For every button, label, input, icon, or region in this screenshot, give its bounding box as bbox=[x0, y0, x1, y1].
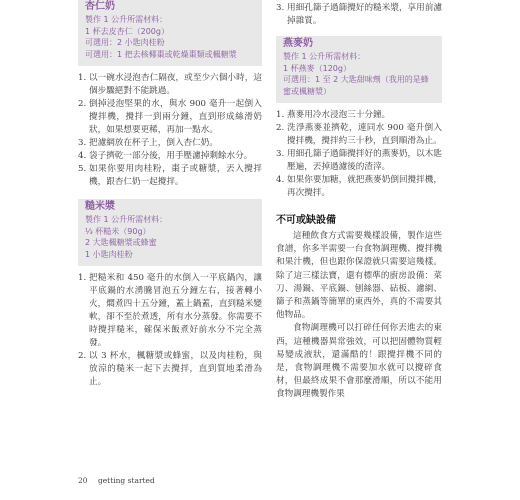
rice-ingredient-line: ⅓ 杯糙米（90g） bbox=[85, 226, 151, 236]
rice-ingredient-line: 1 小匙肉桂粉 bbox=[85, 249, 133, 259]
page-number: 20 bbox=[78, 476, 88, 485]
oat-ingredients-box bbox=[276, 36, 442, 103]
section-name: getting started bbox=[97, 476, 155, 485]
rice-ingredient-line: 2 大匙楓糖漿或蜂蜜 bbox=[85, 238, 157, 247]
step-item: 3. 用細孔篩子過篩攪好的糙米漿，享用前濾掉雜質。 bbox=[276, 3, 442, 26]
rice-ingredients-box bbox=[78, 199, 262, 266]
step-item: 3. 把濾網放在杯子上，倒入杏仁奶。 bbox=[78, 138, 218, 148]
step-item: 2. 倒掉浸泡堅果的水，與水 900 毫升一起倒入攪拌機，攪拌一到兩分鐘，直到形成絲滑奶狀，如果想要更稀，再加一點水。 bbox=[78, 99, 262, 135]
oat-steps bbox=[276, 109, 442, 200]
oat-ingredient-line: 可選用：1 至 2 大匙甜味劑（我用的是蜂蜜或楓糖漿） bbox=[283, 75, 429, 96]
rice-ingredient-line: 製作 1 公升所需材料： bbox=[85, 215, 168, 224]
almond-ingredient-line: 可選用：1 把去核椰棗或乾燥棗類或楓糖漿 bbox=[85, 49, 237, 59]
rice-steps bbox=[78, 272, 262, 389]
step-item: 2. 以 3 杯水，楓糖漿或蜂蜜，以及肉桂粉，與放涼的糙米一起下去攪拌，直到質地柔滑為止。 bbox=[78, 351, 262, 387]
almond-ingredient-line: 1 杯去皮杏仁（200g） bbox=[85, 26, 169, 36]
almond-ingredients-box bbox=[78, 0, 262, 66]
essentials-heading: 不可或缺設備 bbox=[276, 215, 336, 226]
page-footer bbox=[78, 476, 155, 485]
step-item: 5. 如果你要用肉桂粉，棗子或糖漿，丟入攪拌機，跟杏仁奶一起攪拌。 bbox=[78, 164, 262, 187]
oat-ingredient-line: 1 杯燕麥（120g） bbox=[283, 63, 351, 73]
step-item: 1. 燕麥用冷水浸泡三十分鐘。 bbox=[276, 110, 391, 120]
almond-ingredient-line: 可選用：2 小匙肉桂粉 bbox=[85, 38, 165, 47]
step-item: 3. 用細孔篩子過篩攪拌好的燕麥奶，以木匙壓遍，丟掉過濾後的渣滓。 bbox=[276, 149, 442, 172]
almond-recipe-title: 杏仁奶 bbox=[85, 1, 115, 12]
essentials-paragraph: 這種飲食方式需要幾樣設備，製作這些食譜，你多半需要一台食物調理機、攪拌機和果汁機，但也跟你保證就只需要這幾樣。除了這三樣法寶，還有標準的廚房設備：菜刀、湯鍋、平底鍋、刨絲器、砧板、濾網、篩子和蒸鍋等簡單的東西外，真的不需要其他物品。 bbox=[276, 231, 442, 321]
step-item: 4. 如果你要加糖，就把燕麥奶倒回攪拌機，再次攪拌。 bbox=[276, 175, 442, 198]
essentials-paragraph: 食物調理機可以打碎任何你丟進去的東西，這種機器異常強效，可以把固體物質輕易變成液狀，還滿酷的！跟攪拌機不同的是，食物調理機不需要加水就可以攪碎食材，但最終成果不會那麼滑順，所以不能用食物調理機製作果 bbox=[276, 323, 442, 400]
left-column bbox=[78, 0, 262, 395]
oat-recipe-title: 燕麥奶 bbox=[283, 38, 313, 49]
almond-steps bbox=[78, 72, 262, 189]
step-item: 4. 袋子擠乾一部分後，用手壓濾掉剩餘水分。 bbox=[78, 151, 253, 161]
step-item: 1. 以一碗水浸泡杏仁隔夜，或至少六個小時，這個步驟絕對不能跳過。 bbox=[78, 73, 262, 96]
step-item: 2. 洗淨燕麥並擠乾，連同水 900 毫升倒入攪拌機，攪拌約三十秒，直到順滑為止。 bbox=[276, 123, 442, 146]
step-item: 1. 把糙米和 450 毫升的水倒入一平底鍋內，讓平底鍋的水湧騰冒泡五分鐘左右，接著轉小火，燜煮四十五分鐘，蓋上鍋蓋，直到糙米變軟，卻不至於煮透，所有水分蒸發。你需要不時攪拌糙米，確保米飯煮好前水分不完全蒸發。 bbox=[78, 273, 262, 348]
oat-ingredient-line: 製作 1 公升所需材料： bbox=[283, 52, 366, 61]
rice-recipe-title: 糙米漿 bbox=[85, 201, 115, 212]
rice-steps-continued bbox=[276, 2, 442, 28]
right-column bbox=[276, 0, 442, 402]
almond-ingredient-line: 製作 1 公升所需材料： bbox=[85, 15, 168, 24]
